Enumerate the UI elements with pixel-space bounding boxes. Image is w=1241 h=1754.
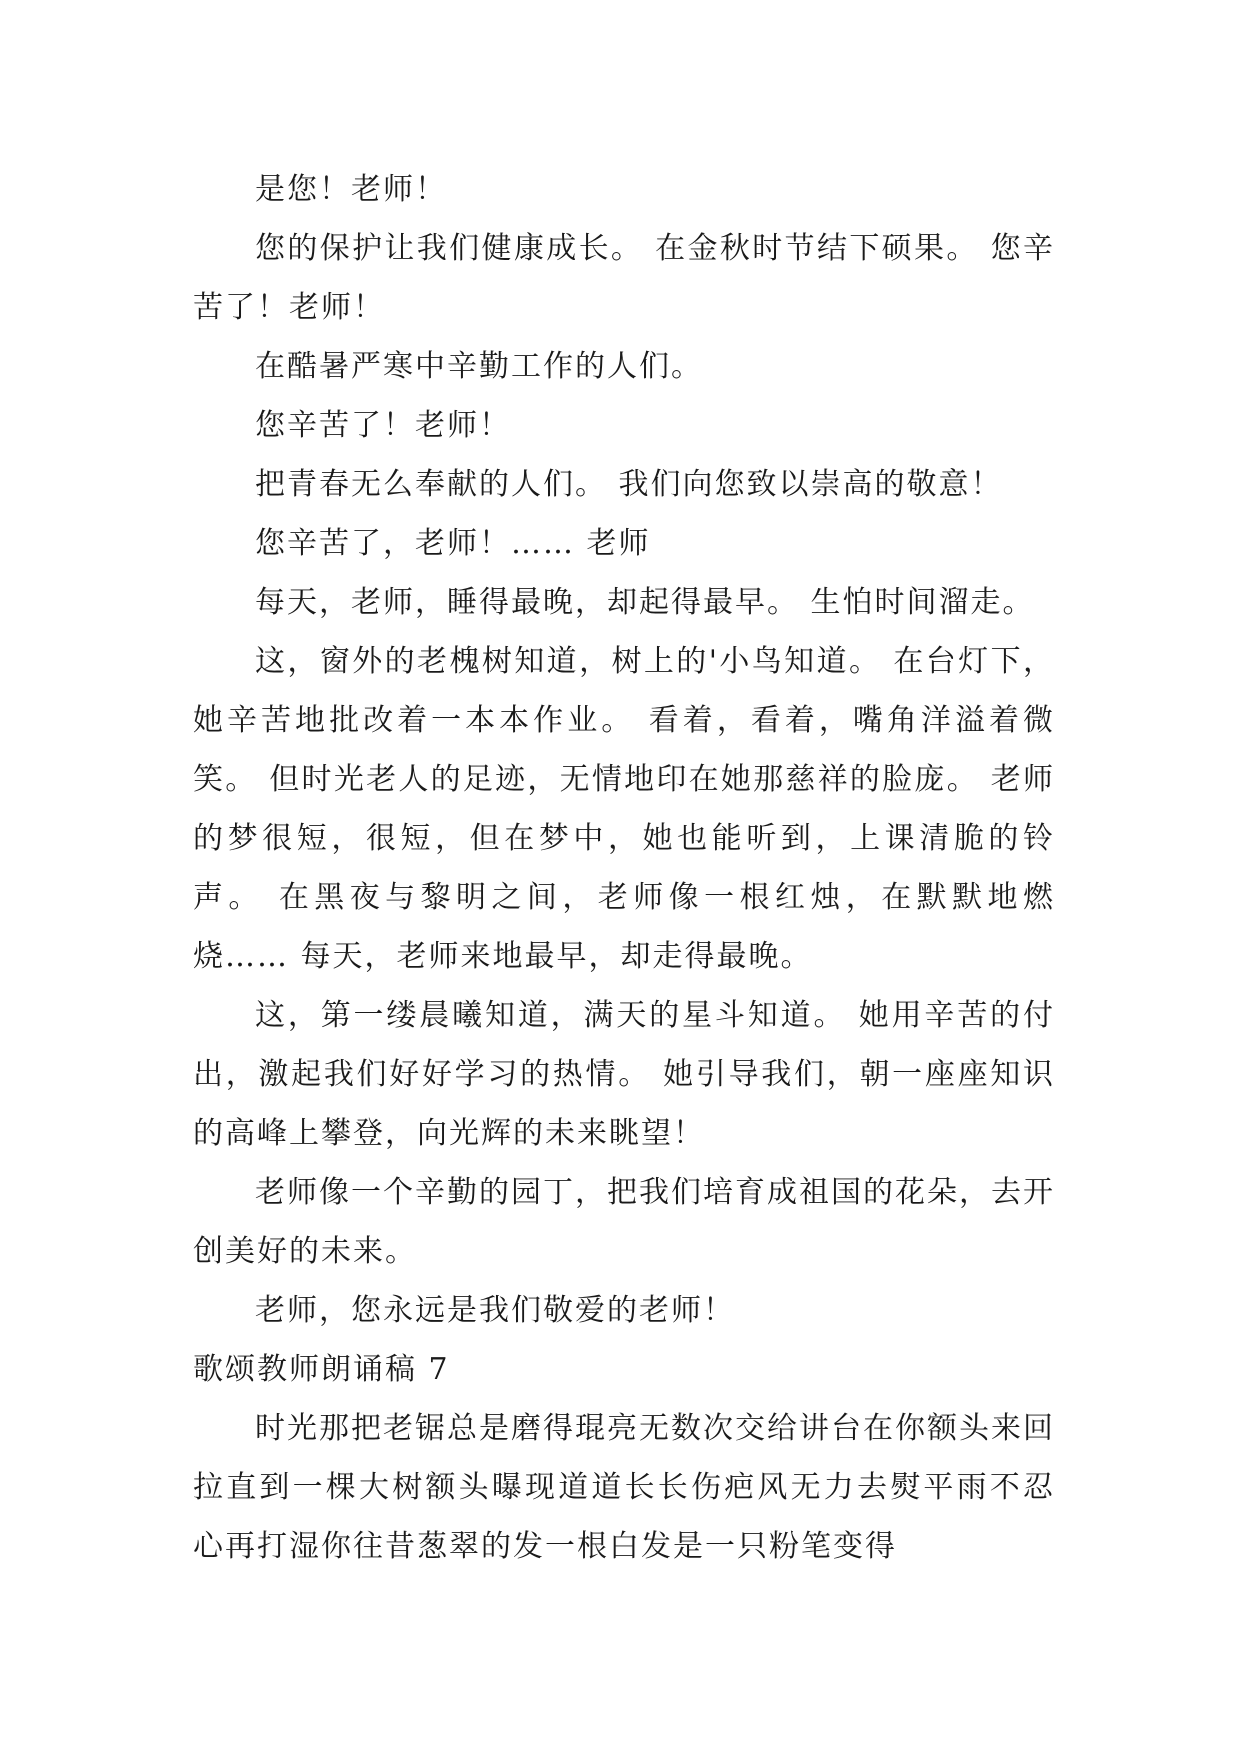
paragraph: 您辛苦了！老师！ — [255, 408, 511, 443]
paragraph: 每天，老师，睡得最晚，却起得最早。 生怕时间溜走。 — [255, 585, 1035, 620]
paragraph: 这，第一缕晨曦知道，满天的星斗知道。 她用辛苦的付出，激起我们好好学习的热情。 她引导我们，朝一座座知识的高峰上攀登，向光辉的未来眺望！ — [193, 998, 1055, 1151]
paragraph: 这，窗外的老槐树知道，树上的'小鸟知道。 在台灯下，她辛苦地批改着一本本作业。 看着，看着，嘴角洋溢着微笑。 但时光老人的足迹，无情地印在她那慈祥的脸庞。 老师的梦很短，很短，但在梦中，她也能听到，上课清脆的铃声。 在黑夜与黎明之间，老师像一根红烛，在默默地燃烧…… 每天，老师来地最早，却走得最晚。 — [193, 644, 1055, 974]
paragraph: 老师，您永远是我们敬爱的老师！ — [255, 1293, 735, 1328]
paragraph: 是您！老师！ — [255, 172, 447, 207]
paragraph: 老师像一个辛勤的园丁，把我们培育成祖国的花朵，去开创美好的未来。 — [193, 1175, 1055, 1269]
paragraph: 时光那把老锯总是磨得琨亮无数次交给讲台在你额头来回拉直到一棵大树额头曝现道道长长伤疤风无力去熨平雨不忍心再打湿你往昔葱翠的发一根白发是一只粉笔变得 — [193, 1411, 1055, 1564]
paragraph: 您辛苦了，老师！…… 老师 — [255, 526, 651, 561]
paragraph: 在酷暑严寒中辛勤工作的人们。 — [255, 349, 703, 384]
paragraph: 把青春无么奉献的人们。 我们向您致以崇高的敬意！ — [255, 467, 1003, 502]
document-body — [193, 160, 1055, 1576]
section-heading: 歌颂教师朗诵稿 7 — [193, 1352, 450, 1387]
paragraph: 您的保护让我们健康成长。 在金秋时节结下硕果。 您辛苦了！老师！ — [193, 231, 1055, 325]
